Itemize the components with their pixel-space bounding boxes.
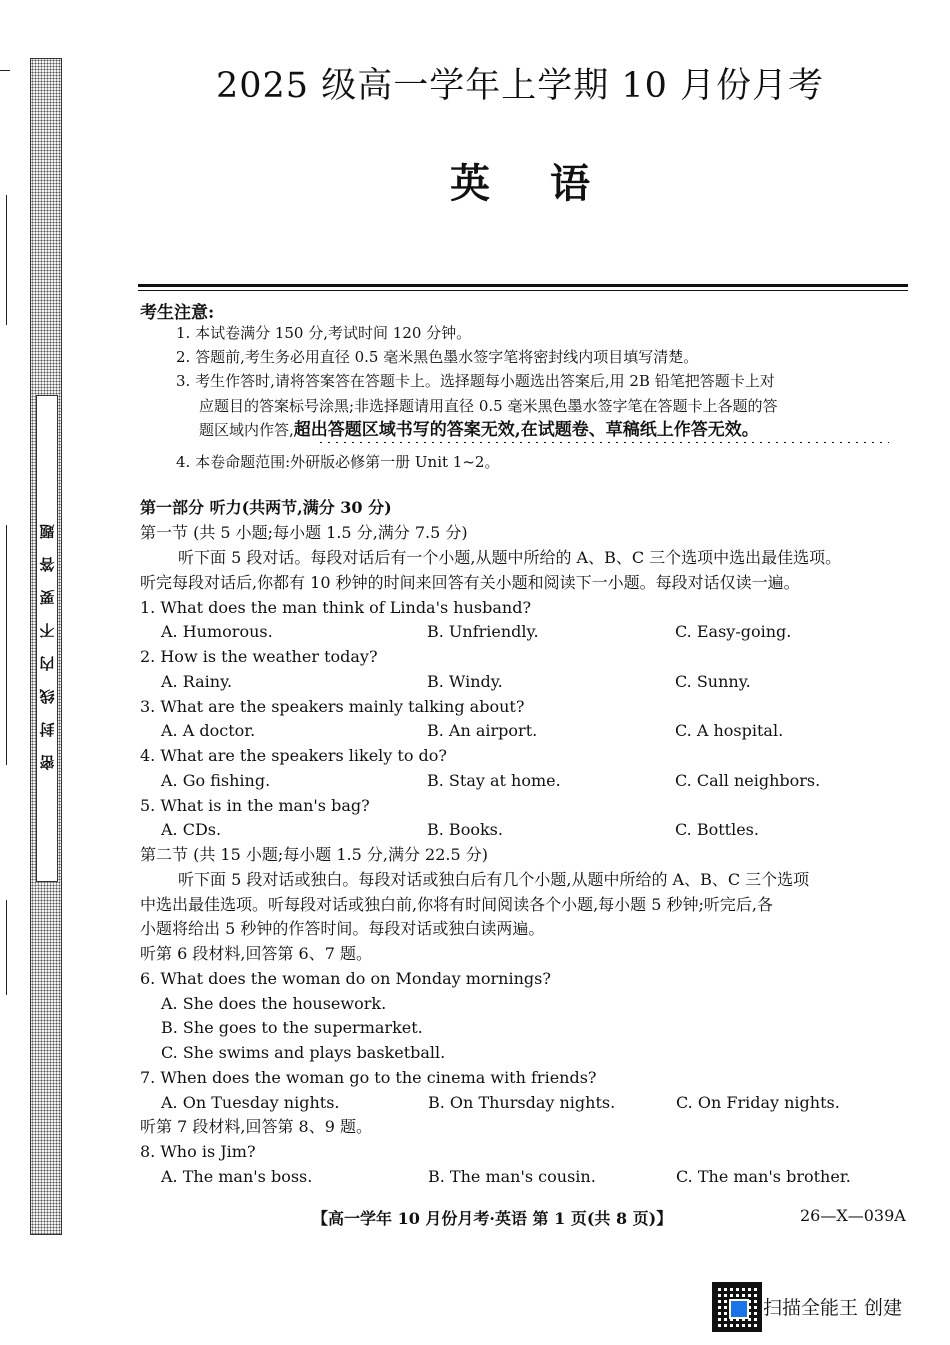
question-3: 3. What are the speakers mainly talking about?	[140, 697, 525, 716]
notice-item-3-line-3-prefix: 题区域内作答,	[199, 421, 294, 439]
subject-title: 英语	[450, 160, 650, 207]
seal-line-notice: 密封线内不要答题	[36, 395, 58, 882]
binding-margin-line	[6, 195, 7, 325]
question-6-option-b: B. She goes to the supermarket.	[161, 1018, 423, 1037]
question-7-option-a: A. On Tuesday nights.	[161, 1093, 340, 1112]
section1-instructions-2: 听完每段对话后,你都有 10 秒钟的时间来回答有关小题和阅读下一小题。每段对话仅读一遍。	[140, 573, 800, 592]
question-8-option-c: C. The man's brother.	[676, 1167, 851, 1186]
binding-margin-line	[6, 900, 7, 995]
title-divider	[138, 284, 908, 287]
question-2-option-a: A. Rainy.	[161, 672, 233, 691]
question-7: 7. When does the woman go to the cinema with friends?	[140, 1068, 597, 1087]
question-3-option-c: C. A hospital.	[675, 721, 784, 740]
question-5-option-c: C. Bottles.	[675, 820, 759, 839]
binding-margin-line	[6, 525, 7, 765]
notice-item-3-line-3	[199, 419, 759, 441]
qr-code-icon	[712, 1282, 762, 1332]
section2-heading: 第二节 (共 15 小题;每小题 1.5 分,满分 22.5 分)	[140, 845, 488, 864]
question-1-option-a: A. Humorous.	[161, 622, 273, 641]
question-5: 5. What is in the man's bag?	[140, 796, 370, 815]
paper-code: 26—X—039A	[800, 1206, 906, 1225]
question-6-option-c: C. She swims and plays basketball.	[161, 1043, 446, 1062]
question-7-option-c: C. On Friday nights.	[676, 1093, 840, 1112]
question-8-option-a: A. The man's boss.	[161, 1167, 313, 1186]
question-2-option-c: C. Sunny.	[675, 672, 751, 691]
exam-title: 2025 级高一学年上学期 10 月份月考	[216, 66, 824, 106]
question-8: 8. Who is Jim?	[140, 1142, 256, 1161]
material-6-label: 听第 6 段材料,回答第 6、7 题。	[140, 944, 372, 963]
question-5-option-b: B. Books.	[427, 820, 503, 839]
question-4-option-c: C. Call neighbors.	[675, 771, 821, 790]
question-2-option-b: B. Windy.	[427, 672, 503, 691]
title-divider-thin	[138, 290, 908, 291]
section1-instructions-1: 听下面 5 段对话。每段对话后有一个小题,从题中所给的 A、B、C 三个选项中选出最佳选项。	[178, 548, 842, 567]
notice-item-2: 2. 答题前,考生务必用直径 0.5 毫米黑色墨水签字笔将密封线内项目填写清楚。	[176, 348, 699, 366]
material-7-label: 听第 7 段材料,回答第 8、9 题。	[140, 1117, 372, 1136]
question-4-option-a: A. Go fishing.	[161, 771, 271, 790]
notice-item-3-line-1: 3. 考生作答时,请将答案答在答题卡上。选择题每小题选出答案后,用 2B 铅笔把答题卡上对	[176, 372, 775, 390]
question-3-option-a: A. A doctor.	[161, 721, 256, 740]
section2-instructions-3: 小题将给出 5 秒钟的作答时间。每段对话或独白读两遍。	[140, 919, 545, 938]
question-8-option-b: B. The man's cousin.	[428, 1167, 596, 1186]
scanner-brand: 扫描全能王 创建	[763, 1297, 903, 1319]
question-1-option-b: B. Unfriendly.	[427, 622, 539, 641]
emphasis-underline	[317, 441, 889, 444]
question-6: 6. What does the woman do on Monday mornings?	[140, 969, 551, 988]
part1-heading: 第一部分 听力(共两节,满分 30 分)	[140, 498, 392, 517]
notice-heading: 考生注意:	[140, 303, 215, 323]
section2-instructions-1: 听下面 5 段对话或独白。每段对话或独白后有几个小题,从题中所给的 A、B、C 三个选项	[178, 870, 810, 889]
section2-instructions-2: 中选出最佳选项。听每段对话或独白前,你将有时间阅读各个小题,每小题 5 秒钟;听完后,各	[140, 895, 774, 914]
question-3-option-b: B. An airport.	[427, 721, 538, 740]
section1-heading: 第一节 (共 5 小题;每小题 1.5 分,满分 7.5 分)	[140, 523, 468, 542]
notice-item-3-line-2: 应题目的答案标号涂黑;非选择题请用直径 0.5 毫米黑色墨水签字笔在答题卡上各题的答	[199, 397, 778, 415]
question-6-option-a: A. She does the housework.	[161, 994, 387, 1013]
question-5-option-a: A. CDs.	[161, 820, 222, 839]
question-2: 2. How is the weather today?	[140, 647, 378, 666]
question-7-option-b: B. On Thursday nights.	[428, 1093, 616, 1112]
question-4-option-b: B. Stay at home.	[427, 771, 561, 790]
page-footer-label: 【高一学年 10 月份月考·英语 第 1 页(共 8 页)】	[312, 1209, 673, 1228]
notice-item-4: 4. 本卷命题范围:外研版必修第一册 Unit 1~2。	[176, 453, 500, 471]
scanner-logo-icon	[729, 1299, 749, 1319]
question-1: 1. What does the man think of Linda's husband?	[140, 598, 532, 617]
notice-emphasis: 超出答题区域书写的答案无效,在试题卷、草稿纸上作答无效。	[293, 420, 759, 440]
question-1-option-c: C. Easy-going.	[675, 622, 792, 641]
notice-item-1: 1. 本试卷满分 150 分,考试时间 120 分钟。	[176, 324, 472, 342]
question-4: 4. What are the speakers likely to do?	[140, 746, 447, 765]
